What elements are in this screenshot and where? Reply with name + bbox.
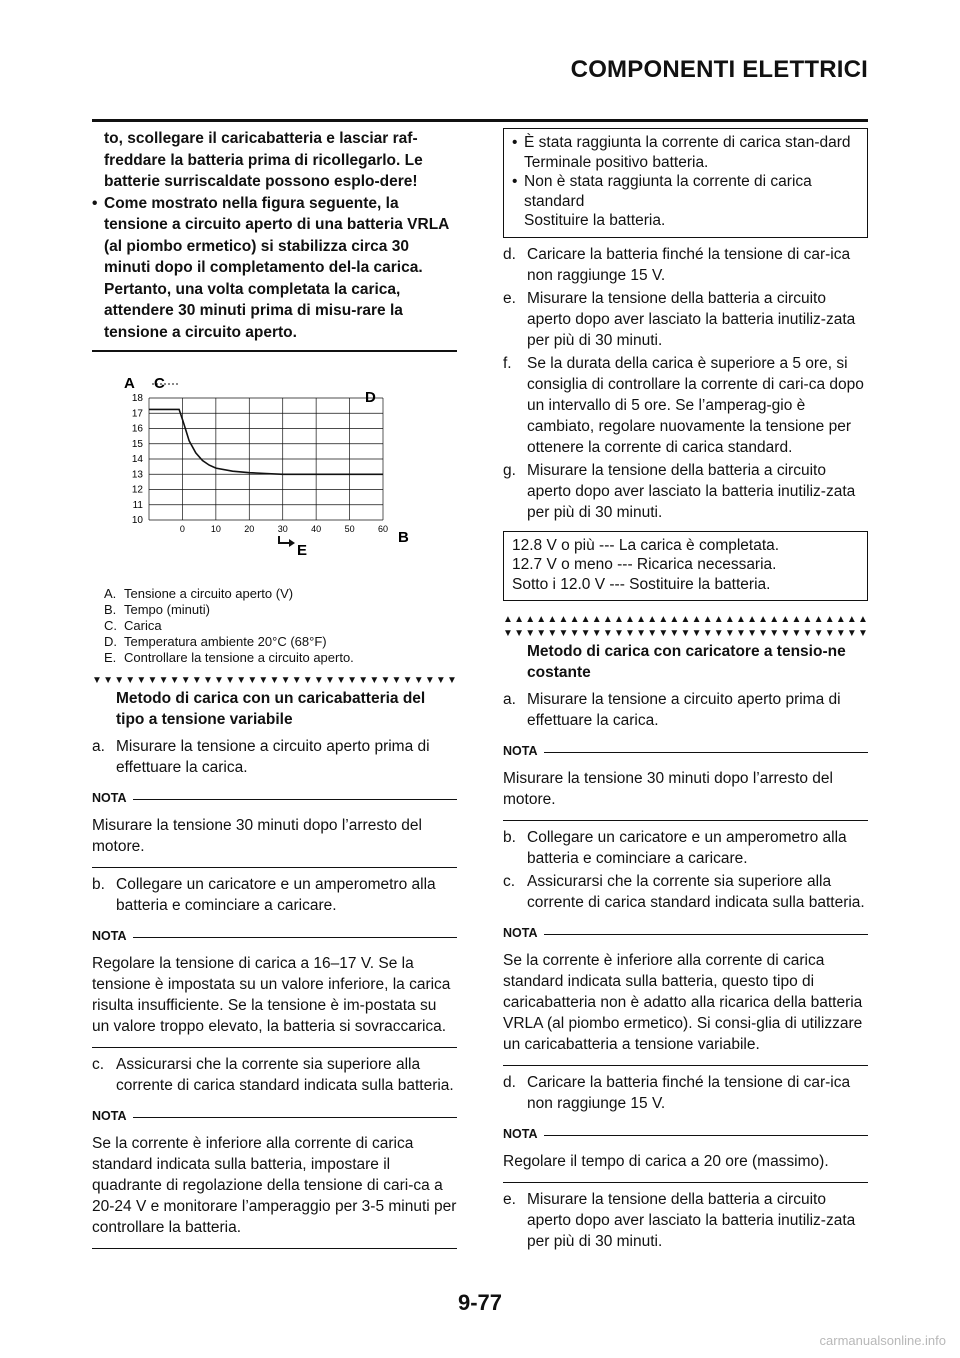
triangle-down-icon: ▼ xyxy=(125,675,136,686)
note-text: Misurare la tensione 30 minuti dopo l’arresto del motore. xyxy=(92,817,422,855)
triangle-down-icon: ▼ xyxy=(769,628,780,639)
triangle-down-icon: ▼ xyxy=(202,675,213,686)
triangle-up-icon: ▲ xyxy=(613,614,624,625)
chart-y-ticks xyxy=(132,393,144,526)
triangle-down-icon: ▼ xyxy=(558,628,569,639)
triangle-up-icon: ▲ xyxy=(747,614,757,625)
triangle-down-icon: ▼ xyxy=(658,628,669,639)
legend-item: C. Carica xyxy=(104,618,162,633)
label-c: C xyxy=(154,375,165,392)
step-item: d. Caricare la batteria finché la tensione di car-ica non raggiunge 15 V. xyxy=(503,245,851,284)
triangle-down-icon: ▼ xyxy=(103,675,113,686)
triangle-up-icon: ▲ xyxy=(647,614,658,625)
triangle-down-icon: ▼ xyxy=(169,675,180,686)
label-b: B xyxy=(398,529,409,546)
triangle-down-icon: ▼ xyxy=(291,675,302,686)
triangle-down-icon: ▼ xyxy=(669,628,680,639)
triangle-up-icon: ▲ xyxy=(691,614,702,625)
triangle-down-icon: ▼ xyxy=(514,628,524,639)
note-block xyxy=(503,923,868,1066)
y-tick-label: 12 xyxy=(131,484,143,496)
triangle-down-icon: ▼ xyxy=(336,675,346,686)
triangle-down-icon: ▼ xyxy=(402,675,413,686)
triangle-up-icon: ▲ xyxy=(536,614,547,625)
procedure-title: Metodo di carica con un caricabatteria del tipo a tensione variabile xyxy=(116,690,426,728)
note-text: Regolare il tempo di carica a 20 ore (massimo). xyxy=(503,1153,829,1170)
step-item: c. Assicurarsi che la corrente sia superiore alla corrente di carica standard indicata sulla batteria. xyxy=(92,1056,454,1094)
triangle-down-icon: ▼ xyxy=(625,628,635,639)
step-item: a. Misurare la tensione a circuito aperto prima di effettuare la carica. xyxy=(503,691,841,729)
triangle-down-icon: ▼ xyxy=(503,628,513,639)
triangle-down-icon: ▼ xyxy=(225,675,236,686)
x-tick-label: 30 xyxy=(277,524,288,534)
triangle-down-icon: ▼ xyxy=(713,628,724,639)
triangle-down-icon: ▼ xyxy=(846,628,857,639)
triangle-down-icon: ▼ xyxy=(580,628,591,639)
triangle-down-icon: ▼ xyxy=(758,628,769,639)
triangle-down-icon: ▼ xyxy=(114,675,125,686)
right-column xyxy=(503,128,868,1252)
voltage-result-box: 12.8 V o più --- La carica è completata. 12.7 V o meno --- Ricarica necessaria. Sotto i 12.0 V --- Sostituire la batteria. xyxy=(503,531,868,602)
procedure-end-marker xyxy=(503,615,868,625)
warning-continuation: to, scollegare il caricabatteria e lasciar raf-freddare la batteria prima di ricollegarlo. Le batterie surriscaldate possono esplo-dere! xyxy=(104,130,423,190)
triangle-down-icon: ▼ xyxy=(324,675,335,686)
triangle-up-icon: ▲ xyxy=(802,614,813,625)
step-item: a. Misurare la tensione a circuito aperto prima di effettuare la carica. xyxy=(92,738,430,776)
triangle-up-icon: ▲ xyxy=(580,614,591,625)
triangle-down-icon: ▼ xyxy=(747,628,757,639)
triangle-down-icon: ▼ xyxy=(569,628,580,639)
triangle-up-icon: ▲ xyxy=(547,614,558,625)
triangle-down-icon: ▼ xyxy=(247,675,258,686)
warning-block xyxy=(92,128,457,343)
triangle-down-icon: ▼ xyxy=(702,628,713,639)
triangle-up-icon: ▲ xyxy=(558,614,569,625)
triangle-down-icon: ▼ xyxy=(236,675,247,686)
triangle-up-icon: ▲ xyxy=(658,614,669,625)
y-tick-label: 17 xyxy=(131,408,143,420)
triangle-up-icon: ▲ xyxy=(591,614,602,625)
triangle-down-icon: ▼ xyxy=(313,675,324,686)
triangle-up-icon: ▲ xyxy=(735,614,746,625)
triangle-down-icon: ▼ xyxy=(147,675,158,686)
note-label: NOTA xyxy=(92,1109,127,1123)
triangle-up-icon: ▲ xyxy=(602,614,613,625)
warning-end-rule xyxy=(92,350,457,352)
y-tick-label: 11 xyxy=(132,499,143,511)
note-label: NOTA xyxy=(503,1127,538,1141)
triangle-down-icon: ▼ xyxy=(602,628,613,639)
procedure-title: Metodo di carica con caricatore a tensio-ne costante xyxy=(527,643,846,681)
note-block xyxy=(92,788,457,868)
note-label: NOTA xyxy=(92,929,127,943)
bullet-dot: • xyxy=(92,194,98,212)
triangle-down-icon: ▼ xyxy=(280,675,291,686)
triangle-down-icon: ▼ xyxy=(180,675,191,686)
step-item: e. Misurare la tensione della batteria a circuito aperto dopo aver lasciato la batteria inutiliz-zata per più di 30 minuti. xyxy=(503,289,856,349)
triangle-down-icon: ▼ xyxy=(613,628,624,639)
triangle-down-icon: ▼ xyxy=(380,675,391,686)
x-tick-label: 60 xyxy=(377,524,389,534)
note-block xyxy=(503,1124,868,1183)
triangle-down-icon: ▼ xyxy=(802,628,813,639)
note-label: NOTA xyxy=(92,791,127,805)
legend-item: D. Temperatura ambiente 20°C (68°F) xyxy=(104,634,327,649)
triangle-down-icon: ▼ xyxy=(536,628,547,639)
triangle-down-icon: ▼ xyxy=(780,628,791,639)
chart-legend xyxy=(92,586,457,666)
triangle-down-icon: ▼ xyxy=(136,675,147,686)
triangle-down-icon: ▼ xyxy=(735,628,746,639)
procedure-start-marker xyxy=(92,676,457,686)
x-tick-label: 10 xyxy=(210,524,221,534)
result-box: • È stata raggiunta la corrente di carica stan-dard Terminale positivo batteria. • Non è stata raggiunta la corrente di carica standard Sostituire la batteria. xyxy=(503,128,868,238)
label-a: A xyxy=(124,375,135,392)
triangle-down-icon: ▼ xyxy=(824,628,835,639)
x-tick-label: 40 xyxy=(311,524,322,534)
legend-item: A. Tensione a circuito aperto (V) xyxy=(104,586,294,601)
step-item: e. Misurare la tensione della batteria a circuito aperto dopo aver lasciato la batteria inutiliz-zata per più di 30 minuti. xyxy=(503,1191,856,1250)
y-tick-label: 16 xyxy=(131,423,143,435)
triangle-down-icon: ▼ xyxy=(724,628,735,639)
note-text: Regolare la tensione di carica a 16–17 V. Se la tensione è impostata su un valore inferiore, la carica risulta insufficiente. Se la tensione è im-postata su un valore troppo elevato, la batteria si sovraccarica. xyxy=(92,955,451,1035)
triangle-up-icon: ▲ xyxy=(813,614,824,625)
triangle-down-icon: ▼ xyxy=(358,675,369,686)
triangle-up-icon: ▲ xyxy=(769,614,780,625)
triangle-down-icon: ▼ xyxy=(647,628,658,639)
triangle-down-icon: ▼ xyxy=(447,675,457,686)
step-item: c. Assicurarsi che la corrente sia superiore alla corrente di carica standard indicata sulla batteria. xyxy=(503,873,865,911)
triangle-up-icon: ▲ xyxy=(858,614,868,625)
triangle-down-icon: ▼ xyxy=(424,675,435,686)
step-item: d. Caricare la batteria finché la tensione di car-ica non raggiunge 15 V. xyxy=(503,1074,851,1112)
note-text: Se la corrente è inferiore alla corrente di carica standard indicata sulla batteria, questo tipo di caricabatteria non è adatto alla ricarica della batteria VRLA (al piombo ermetico). Si consi-glia di utilizzare un caricabatteria a tensione variabile. xyxy=(503,952,863,1053)
triangle-up-icon: ▲ xyxy=(525,614,536,625)
triangle-down-icon: ▼ xyxy=(347,675,358,686)
note-text: Se la corrente è inferiore alla corrente di carica standard indicata sulla batteria, impostare il quadrante di regolazione della tensione di cari-ca a 20-24 V e monitorare l’amperaggio per 3-5 minuti per controllare la batteria. xyxy=(92,1135,457,1236)
voltage-chart-svg xyxy=(92,358,457,580)
triangle-down-icon: ▼ xyxy=(302,675,313,686)
legend-item: E. Controllare la tensione a circuito aperto. xyxy=(104,650,354,665)
voltage-chart xyxy=(92,358,457,580)
voltage-curve xyxy=(149,409,383,474)
triangle-down-icon: ▼ xyxy=(191,675,202,686)
triangle-down-icon: ▼ xyxy=(591,628,602,639)
triangle-up-icon: ▲ xyxy=(569,614,580,625)
triangle-down-icon: ▼ xyxy=(391,675,402,686)
x-tick-label: 50 xyxy=(344,524,355,534)
check-arrowhead-icon xyxy=(289,539,295,547)
note-label: NOTA xyxy=(503,744,538,758)
triangle-up-icon: ▲ xyxy=(636,614,647,625)
triangle-down-icon: ▼ xyxy=(791,628,802,639)
y-tick-label: 10 xyxy=(131,515,143,526)
triangle-down-icon: ▼ xyxy=(435,675,446,686)
y-tick-label: 18 xyxy=(131,393,143,404)
legend-item: B. Tempo (minuti) xyxy=(104,602,210,617)
triangle-down-icon: ▼ xyxy=(158,675,169,686)
note-label: NOTA xyxy=(503,926,538,940)
y-tick-label: 15 xyxy=(131,438,143,450)
triangle-down-icon: ▼ xyxy=(369,675,380,686)
triangle-down-icon: ▼ xyxy=(214,675,224,686)
triangle-down-icon: ▼ xyxy=(636,628,647,639)
triangle-up-icon: ▲ xyxy=(824,614,835,625)
triangle-up-icon: ▲ xyxy=(702,614,713,625)
step-item: b. Collegare un caricatore e un amperometro alla batteria e cominciare a caricare. xyxy=(92,876,436,914)
left-column xyxy=(92,128,457,1249)
triangle-up-icon: ▲ xyxy=(669,614,680,625)
triangle-down-icon: ▼ xyxy=(813,628,824,639)
triangle-down-icon: ▼ xyxy=(858,628,868,639)
triangle-up-icon: ▲ xyxy=(724,614,735,625)
chart-grid xyxy=(149,398,383,520)
triangle-up-icon: ▲ xyxy=(758,614,769,625)
warning-bullet xyxy=(92,193,457,344)
x-tick-label: 20 xyxy=(244,524,255,534)
header-rule xyxy=(92,119,868,122)
triangle-up-icon: ▲ xyxy=(680,614,691,625)
triangle-down-icon: ▼ xyxy=(92,675,102,686)
warning-bullet-text: Come mostrato nella figura seguente, la tensione a circuito aperto di una batteria VRLA (al piombo ermetico) si stabilizza circa 30 minuti dopo il completamento del-la carica. Pertanto, una volta completata la carica, attendere 30 minuti prima di misu-rare la tensione a circuito aperto. xyxy=(104,194,449,341)
triangle-down-icon: ▼ xyxy=(269,675,280,686)
check-arrow-icon xyxy=(279,536,289,543)
triangle-down-icon: ▼ xyxy=(525,628,536,639)
label-d: D xyxy=(365,389,376,406)
triangle-down-icon: ▼ xyxy=(680,628,691,639)
triangle-down-icon: ▼ xyxy=(413,675,424,686)
step-item: f. Se la durata della carica è superiore a 5 ore, si consiglia di controllare la corrente di cari-ca dopo un intervallo di 5 ore. Se l’amperag-gio è cambiato, regolare nuovamente la tensione per ottenere la corrente di carica standard. xyxy=(503,354,864,456)
triangle-down-icon: ▼ xyxy=(835,628,846,639)
triangle-up-icon: ▲ xyxy=(846,614,857,625)
triangle-down-icon: ▼ xyxy=(691,628,702,639)
triangle-up-icon: ▲ xyxy=(503,614,513,625)
note-block xyxy=(92,1106,457,1249)
y-tick-label: 14 xyxy=(131,454,143,465)
y-tick-label: 13 xyxy=(131,469,143,481)
note-text: Misurare la tensione 30 minuti dopo l’arresto del motore. xyxy=(503,770,833,808)
triangle-up-icon: ▲ xyxy=(791,614,802,625)
chart-x-ticks xyxy=(180,524,388,534)
note-block xyxy=(92,926,457,1048)
triangle-down-icon: ▼ xyxy=(258,675,269,686)
triangle-up-icon: ▲ xyxy=(713,614,724,625)
triangle-down-icon: ▼ xyxy=(547,628,558,639)
procedure-start-marker xyxy=(503,629,868,639)
label-e: E xyxy=(297,542,308,559)
page-number: 9-77 xyxy=(457,1290,503,1315)
triangle-up-icon: ▲ xyxy=(625,614,635,625)
triangle-up-icon: ▲ xyxy=(780,614,791,625)
note-block xyxy=(503,741,868,821)
footer-watermark: carmanualsonline.info xyxy=(819,1333,946,1348)
triangle-up-icon: ▲ xyxy=(835,614,846,625)
step-item: b. Collegare un caricatore e un amperometro alla batteria e cominciare a caricare. xyxy=(503,829,847,867)
x-tick-label: 0 xyxy=(179,524,185,534)
triangle-up-icon: ▲ xyxy=(514,614,524,625)
page-title: COMPONENTI ELETTRICI xyxy=(570,56,868,83)
step-item: g. Misurare la tensione della batteria a circuito aperto dopo aver lasciato la batteria inutiliz-zata per più di 30 minuti. xyxy=(503,461,856,521)
